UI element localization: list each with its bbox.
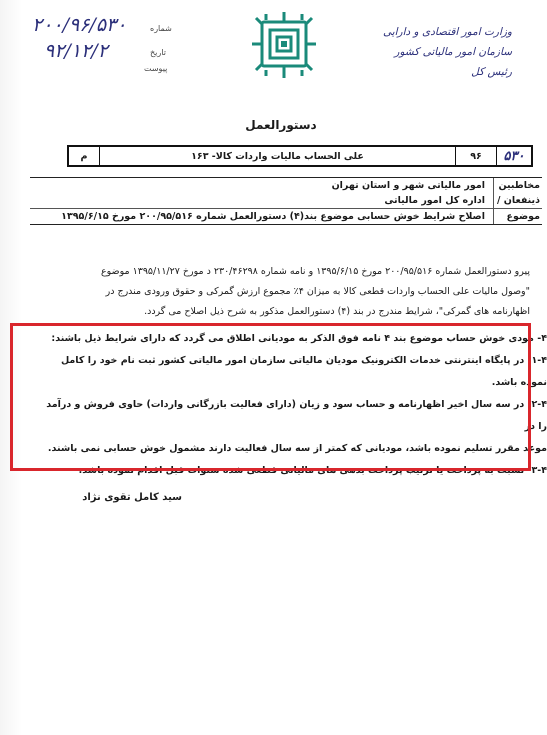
- clause-item: ۳-۴- نسبت به پرداخت یا ترتیب پرداخت بدهی های مالیاتی قطعی شده سنوات قبل اقدام نموده باشد.: [78, 465, 547, 476]
- tax-organization-logo-icon: [248, 10, 320, 80]
- beneficiaries-row: [30, 193, 542, 208]
- beneficiaries-label: ذینفعان /: [493, 193, 542, 208]
- org-line-ministry: وزارت امور اقتصادی و دارایی: [382, 26, 512, 38]
- letter-reference-block: [32, 8, 182, 78]
- clause-item: ۱-۴- در پایگاه اینترنتی خدمات الکترونیک مودیان مالیاتی سازمان امور مالیاتی کشور ثبت نام خود را کامل نموده باشد.: [60, 355, 547, 388]
- instruction-series: ۹۶: [455, 147, 496, 165]
- highlight-annotation-box: [10, 323, 531, 471]
- addressees-row: [30, 178, 542, 193]
- instruction-number: ۵۳۰: [496, 147, 531, 165]
- subject-label: موضوع: [493, 209, 542, 224]
- body-line: "وصول مالیات علی الحساب واردات قطعی کالا به میزان ۴٪ مجموع ارزش گمرکی و حقوق ورودی مندرج در: [105, 286, 530, 297]
- org-line-organization: سازمان امور مالیاتی کشور: [394, 46, 512, 58]
- beneficiaries-value: اداره کل امور مالیاتی: [384, 195, 485, 206]
- body-paragraph: [30, 262, 530, 322]
- signatory-name: سید کامل تقوی نژاد: [82, 492, 182, 503]
- subject-row: [30, 208, 542, 224]
- letter-date-label: تاریخ: [150, 48, 166, 57]
- instruction-code: م: [80, 150, 88, 162]
- addressees-value: امور مالیاتی شهر و استان تهران: [331, 180, 485, 191]
- letter-date-value: ۹۲/۱۲/۲: [44, 40, 108, 62]
- clause-item-continuation: موعد مقرر تسلیم نموده باشد، مودیانی که کمتر از سه سال فعالیت دارند مشمول خوش حسابی نمی باشند.: [47, 443, 547, 454]
- organization-header: [362, 22, 512, 82]
- body-line: اظهارنامه های گمرکی"، شرایط مندرج در بند (۴) دستورالعمل مذکور به شرح ذیل اصلاح می گردد.: [144, 306, 530, 317]
- letter-number-value: ۲۰۰/۹۶/۵۳۰: [32, 14, 127, 36]
- instruction-subject-box: [67, 145, 533, 167]
- letter-number-label: شماره: [150, 24, 172, 33]
- document-title: دستورالعمل: [245, 118, 317, 132]
- clause-heading: ۴- مودی خوش حساب موضوع بند ۴ نامه فوق الذکر به مودیانی اطلاق می گردد که دارای شرایط ذیل باشند:: [51, 333, 547, 344]
- letter-attachment-label: پیوست: [144, 64, 168, 73]
- body-line: پیرو دستورالعمل شماره ۲۰۰/۹۵/۵۱۶ مورخ ۱۳۹۵/۶/۱۵ و نامه شماره ۲۳۰/۴۶۲۹۸ د مورخ ۱۳۹۵/۱۱/۲۷ موضوع: [100, 266, 530, 277]
- org-line-title: رئیس کل: [471, 66, 512, 78]
- subject-value: اصلاح شرایط خوش حسابی موضوع بند(۴) دستورالعمل شماره ۲۰۰/۹۵/۵۱۶ مورخ ۱۳۹۵/۶/۱۵: [61, 211, 485, 222]
- clause-item: ۲-۴- در سه سال اخیر اظهارنامه و حساب سود و زیان (دارای فعالیت بازرگانی واردات) حاوی فروش و درآمد را در: [46, 399, 547, 432]
- instruction-title: علی الحساب مالیات واردات کالا- ۱۶۳: [99, 147, 455, 165]
- addressees-label: مخاطبین: [493, 178, 542, 193]
- addressee-table: [30, 177, 542, 225]
